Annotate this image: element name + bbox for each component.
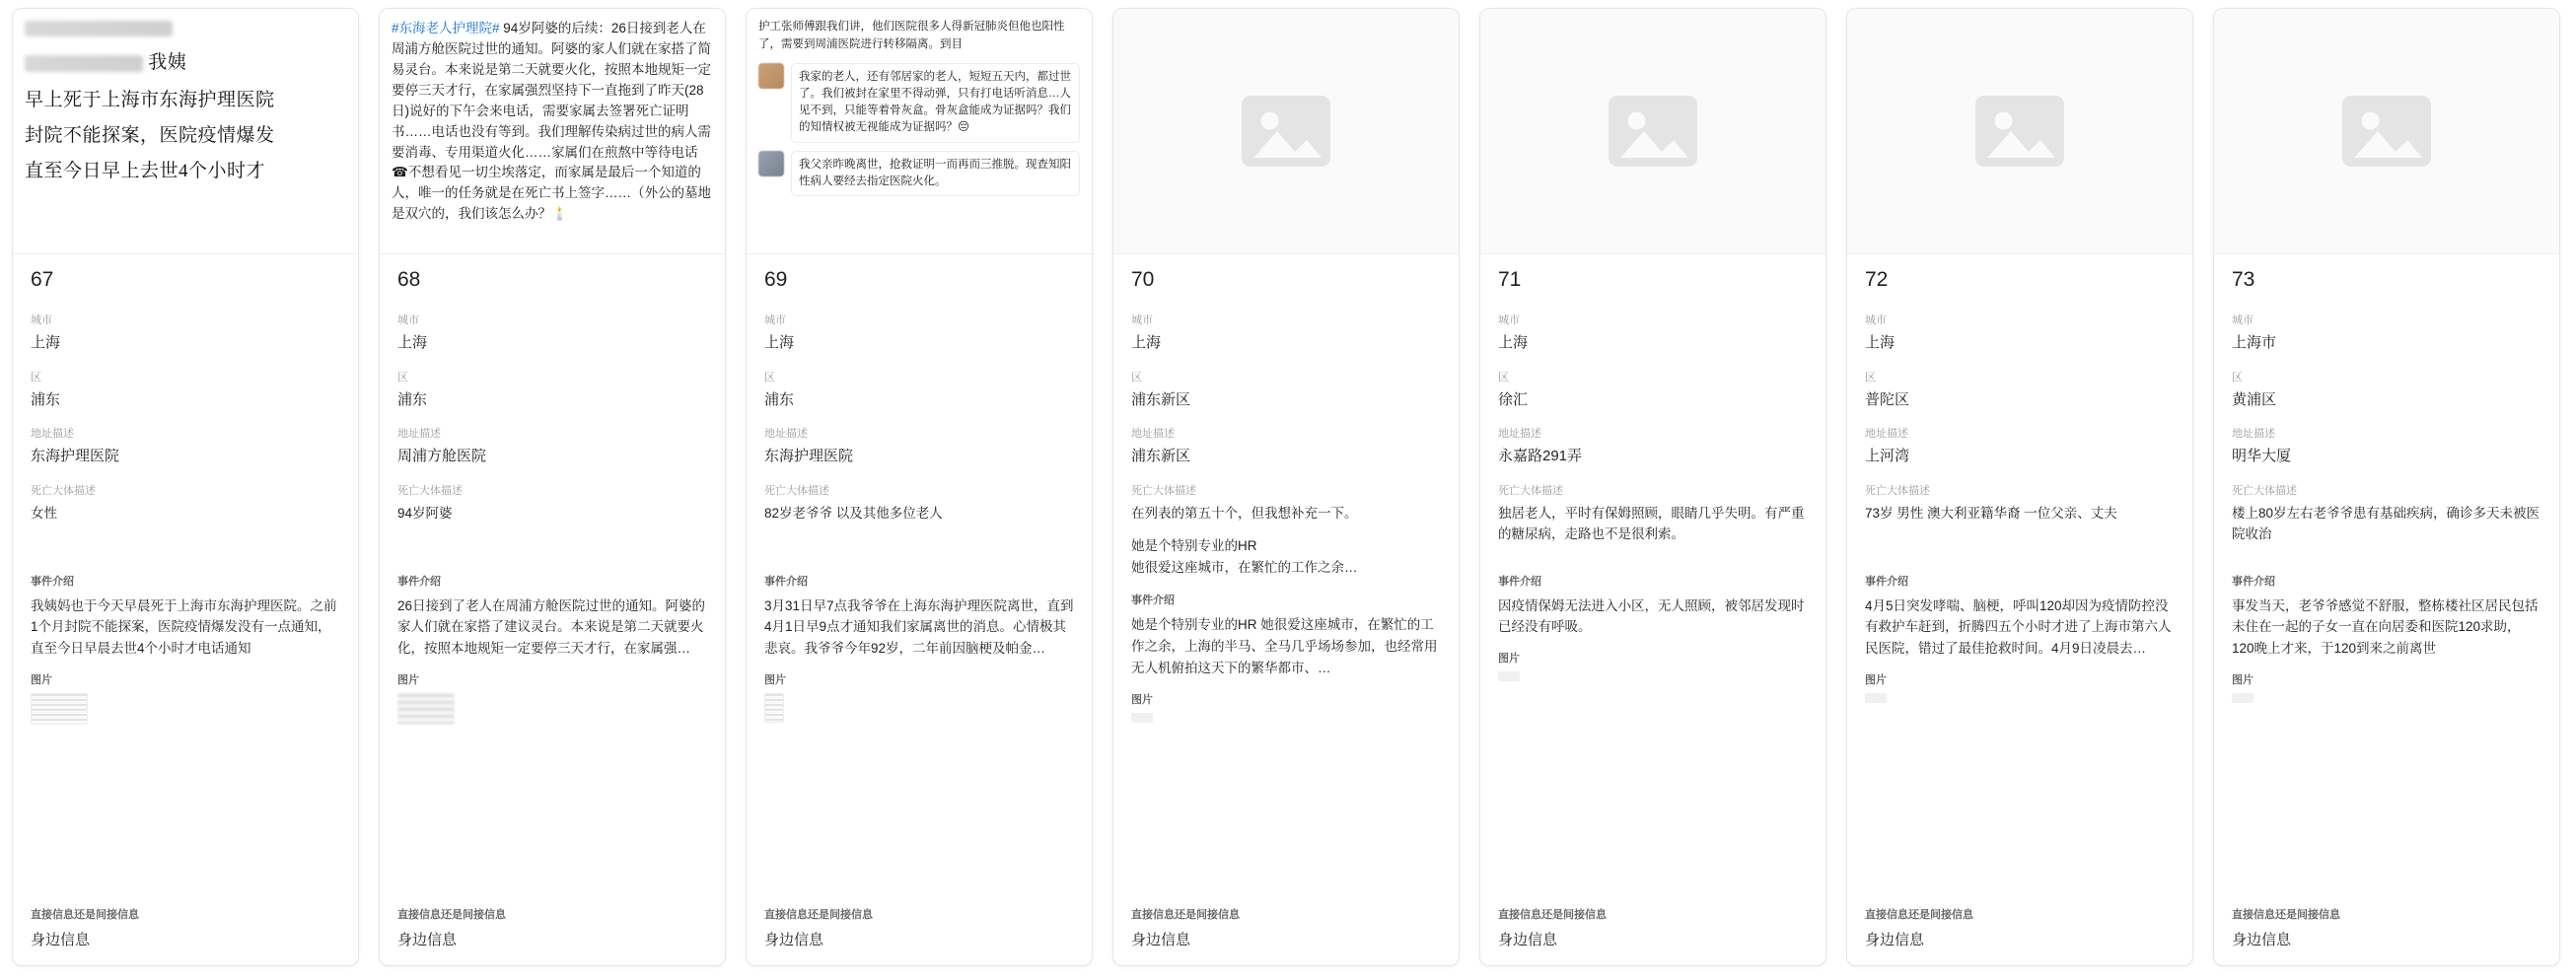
- chat-bubble-text: 我父亲昨晚离世，抢救证明一而再而三推脱。现查知阳性病人要经去指定医院火化。: [791, 151, 1080, 197]
- card-media[interactable]: [13, 9, 358, 254]
- field-value-address: 浦东新区: [1131, 448, 1191, 464]
- source-label: 直接信息还是间接信息: [1865, 909, 1973, 921]
- field-address: [1498, 425, 1808, 468]
- chat-bubble-text: 我家的老人，还有邻居家的老人，短短五天内，都过世了。我们被封在家里不得动弹，只有打电话听消息…人见不到，只能等着骨灰盒。骨灰盒能成为证据吗？我们的知情权被无视能成为证据吗？😔: [791, 63, 1080, 143]
- field-address: [31, 425, 340, 468]
- source-label: 直接信息还是间接信息: [1131, 909, 1240, 921]
- source-value: 身边信息: [1865, 932, 1925, 948]
- record-id: 69: [764, 268, 788, 291]
- intro-label: 事件介绍: [764, 575, 808, 588]
- field-district: [31, 369, 340, 412]
- field-label-body-desc: 死亡大体描述: [2232, 484, 2297, 497]
- intro-text: 因疫情保姆无法进入小区，无人照顾，被邻居发现时已经没有呼吸。: [1498, 597, 1805, 635]
- pictures-label: 图片: [1131, 693, 1153, 706]
- record-card[interactable]: [379, 8, 726, 966]
- field-label-body-desc: 死亡大体描述: [1498, 484, 1563, 497]
- chat-message: [758, 63, 1080, 143]
- field-value-body-desc-line-0: 在列表的第五十个，但我想补充一下。: [1131, 505, 1358, 521]
- screenshot-text: [747, 9, 1092, 253]
- redacted-bar: [25, 21, 173, 36]
- field-label-address: 地址描述: [397, 428, 441, 440]
- field-value-district: 普陀区: [1865, 390, 1910, 408]
- intro-label: 事件介绍: [31, 575, 74, 588]
- field-address: [2232, 425, 2541, 468]
- image-icon: [1239, 90, 1333, 173]
- field-label-address: 地址描述: [2232, 428, 2275, 440]
- card-media[interactable]: [1847, 9, 2192, 254]
- source-label: 直接信息还是间接信息: [764, 909, 873, 921]
- media-line-2: 封院不能探案，医院疫情爆发: [25, 125, 275, 147]
- record-card[interactable]: [746, 8, 1093, 966]
- field-label-district: 区: [1498, 371, 1509, 384]
- chat-intro-text: 护工张师傅跟我们讲，他们医院很多人得新冠肺炎但他也阳性了，需要到周浦医院进行转移隔离。到目: [758, 21, 1065, 50]
- source-value: 身边信息: [1498, 932, 1558, 948]
- record-id: 72: [1865, 268, 1889, 291]
- record-id: 73: [2232, 268, 2255, 291]
- attachment-thumbnail[interactable]: [764, 693, 784, 723]
- hashtag-link[interactable]: #东海老人护理院#: [392, 21, 500, 35]
- image-icon: [2339, 90, 2434, 173]
- field-city: [397, 312, 707, 355]
- field-value-body-desc: 82岁老爷爷 以及其他多位老人: [764, 505, 943, 521]
- card-footer: [1847, 896, 2192, 965]
- card-media[interactable]: [1480, 9, 1825, 254]
- field-value-city: 上海: [397, 334, 428, 351]
- field-label-city: 城市: [1498, 315, 1520, 326]
- card-body: [1113, 254, 1459, 896]
- source-label: 直接信息还是间接信息: [397, 909, 506, 921]
- record-card[interactable]: [2213, 8, 2560, 966]
- field-label-address: 地址描述: [1131, 428, 1175, 440]
- pictures-label: 图片: [1865, 674, 1887, 687]
- field-value-address: 永嘉路291弄: [1498, 448, 1583, 464]
- intro-text: 事发当天，老爷爷感觉不舒服，整栋楼社区居民包括未住在一起的子女一直在向居委和医院120求助，120晚上才来，于120到来之前离世: [2232, 597, 2539, 657]
- field-label-body-desc: 死亡大体描述: [1865, 484, 1930, 497]
- field-value-city: 上海市: [2232, 334, 2277, 351]
- field-body-desc: [31, 482, 340, 559]
- field-label-body-desc: 死亡大体描述: [1131, 484, 1196, 497]
- field-body-desc: [764, 482, 1074, 559]
- record-card[interactable]: [1479, 8, 1826, 966]
- field-address: [397, 425, 707, 468]
- record-card[interactable]: [1112, 8, 1460, 966]
- card-footer: [1113, 896, 1459, 965]
- field-city: [1865, 312, 2175, 355]
- pictures-label: 图片: [397, 674, 419, 687]
- field-value-district: 徐汇: [1498, 390, 1529, 408]
- record-card[interactable]: [1846, 8, 2193, 966]
- screenshot-text: [380, 9, 725, 253]
- card-footer: [380, 896, 725, 965]
- field-label-address: 地址描述: [1865, 428, 1908, 440]
- field-body-desc: [1498, 482, 1808, 559]
- card-body: [747, 254, 1092, 896]
- record-id: 71: [1498, 268, 1522, 291]
- intro-text: 26日接到了老人在周浦方舱医院过世的通知。阿婆的家人们就在家搭了建议灵台。本来说是第二天就要火化，按照本地规矩一定要停三天才行，在家属强…: [397, 597, 706, 657]
- card-body: [380, 254, 725, 896]
- field-label-city: 城市: [31, 315, 52, 326]
- image-icon: [1972, 90, 2067, 173]
- field-body-desc: [397, 482, 707, 559]
- field-district: [397, 369, 707, 412]
- field-value-address: 周浦方舱医院: [397, 448, 487, 464]
- field-value-address: 东海护理医院: [764, 448, 854, 464]
- record-id: 67: [31, 268, 54, 291]
- card-footer: [2214, 896, 2559, 965]
- field-label-district: 区: [764, 371, 775, 384]
- media-line-1: 早上死于上海市东海护理医院: [25, 90, 275, 111]
- source-value: 身边信息: [397, 932, 458, 948]
- intro-text: 4月5日突发哮喘、脑梗，呼叫120却因为疫情防控没有救护车赶到，折腾四五个小时才进了上海市第六人民医院，错过了最佳抢救时间。4月9日凌晨去…: [1865, 597, 2172, 657]
- field-value-district: 黄浦区: [2232, 390, 2277, 408]
- field-label-body-desc: 死亡大体描述: [397, 484, 463, 497]
- attachment-thumbnail[interactable]: [1131, 713, 1153, 723]
- intro-label: 事件介绍: [1865, 575, 1908, 588]
- field-label-body-desc: 死亡大体描述: [764, 484, 829, 497]
- field-value-address: 明华大厦: [2232, 448, 2292, 464]
- field-address: [1865, 425, 2175, 468]
- field-value-body-desc: 独居老人，平时有保姆照顾，眼睛几乎失明。有严重的糖尿病，走路也不是很利索。: [1498, 505, 1805, 542]
- field-district: [764, 369, 1074, 412]
- card-media[interactable]: [747, 9, 1092, 254]
- intro-text: 她是个特别专业的HR 她很爱这座城市，在繁忙的工作之余，上海的半马、全马几乎场场参加，也经常用无人机俯拍这天下的繁华都市、…: [1131, 617, 1438, 675]
- field-value-body-desc: 94岁阿婆: [397, 505, 453, 521]
- avatar: [758, 63, 784, 89]
- media-line-3: 直至今日早上去世4个小时才: [25, 161, 266, 182]
- field-label-district: 区: [2232, 371, 2243, 384]
- source-value: 身边信息: [31, 932, 91, 948]
- field-district: [1865, 369, 2175, 412]
- intro-label: 事件介绍: [1131, 595, 1175, 607]
- source-label: 直接信息还是间接信息: [1498, 909, 1607, 921]
- field-value-district: 浦东新区: [1131, 390, 1191, 408]
- card-body: [1480, 254, 1825, 896]
- field-value-city: 上海: [764, 334, 795, 351]
- field-label-address: 地址描述: [764, 428, 808, 440]
- image-placeholder: [1480, 9, 1825, 253]
- redacted-bar: [25, 55, 143, 72]
- card-body: [1847, 254, 2192, 896]
- record-id: 70: [1131, 268, 1155, 291]
- field-label-district: 区: [1865, 371, 1876, 384]
- field-body-desc: [1131, 482, 1441, 579]
- field-label-body-desc: 死亡大体描述: [31, 484, 96, 497]
- field-value-body-desc: 73岁 男性 澳大利亚籍华裔 一位父亲、丈夫: [1865, 505, 2117, 521]
- source-label: 直接信息还是间接信息: [31, 909, 139, 921]
- field-value-body-desc: 女性: [31, 505, 57, 521]
- attachment-thumbnail[interactable]: [397, 693, 455, 725]
- record-card[interactable]: [12, 8, 359, 966]
- field-district: [1131, 369, 1441, 412]
- spacer: [1131, 524, 1441, 535]
- card-footer: [747, 896, 1092, 965]
- field-label-district: 区: [1131, 371, 1142, 384]
- pictures-label: 图片: [31, 674, 52, 687]
- field-city: [31, 312, 340, 355]
- field-value-city: 上海: [31, 334, 61, 351]
- field-body-desc: [2232, 482, 2541, 559]
- image-placeholder: [1113, 9, 1459, 253]
- field-label-city: 城市: [2232, 315, 2254, 326]
- field-city: [2232, 312, 2541, 355]
- field-city: [764, 312, 1074, 355]
- field-label-district: 区: [397, 371, 408, 384]
- avatar: [758, 151, 784, 176]
- card-media[interactable]: [380, 9, 725, 254]
- intro-text: 我姨妈也于今天早晨死于上海市东海护理医院。之前1个月封院不能探案，医院疫情爆发没有一点通知，直至今日早晨去世4个小时才电话通知: [31, 597, 337, 657]
- field-district: [1498, 369, 1808, 412]
- field-label-address: 地址描述: [1498, 428, 1541, 440]
- field-value-body-desc-line-3: 她很爱这座城市，在繁忙的工作之余…: [1131, 559, 1358, 575]
- field-value-address: 东海护理医院: [31, 448, 120, 464]
- field-city: [1498, 312, 1808, 355]
- field-label-city: 城市: [764, 315, 786, 326]
- field-address: [1131, 425, 1441, 468]
- field-label-city: 城市: [1131, 315, 1153, 326]
- image-placeholder: [2214, 9, 2559, 253]
- field-value-address: 上河湾: [1865, 448, 1910, 464]
- field-value-city: 上海: [1131, 334, 1162, 351]
- field-value-city: 上海: [1865, 334, 1896, 351]
- field-body-desc: [1865, 482, 2175, 559]
- field-value-district: 浦东: [764, 390, 795, 408]
- card-body: [13, 254, 358, 896]
- attachment-thumbnail[interactable]: [1865, 693, 1887, 703]
- field-value-body-desc: 楼上80岁左右老爷爷患有基础疾病，确诊多天未被医院收治: [2232, 505, 2540, 542]
- field-label-city: 城市: [1865, 315, 1887, 326]
- media-line-0: 我姨: [148, 51, 187, 73]
- article-text: 94岁阿婆的后续：26日接到老人在周浦方舱医院过世的通知。阿婆的家人们就在家搭了简易灵台。本来说是第二天就要火化，按照本地规矩一定要停三天才行，在家属强烈坚持下一直拖到了昨天(28日)说好的下午会来电话，需要家属去签署死亡证明书……电话也没有等到。我们理解传染病过世的病人需要消毒、专用渠道火化……家属们在煎熬中等待电话☎不想看见一切尘埃落定，而家属是最后一个知道的人，唯一的任务就是在死亡书上签字……（外公的墓地是双穴的，我们该怎么办？🕯️: [392, 21, 711, 222]
- record-id: 68: [397, 268, 421, 291]
- intro-text: 3月31日早7点我爷爷在上海东海护理医院离世，直到4月1日早9点才通知我们家属离世的消息。心情极其悲哀。我爷爷今年92岁，二年前因脑梗及帕金…: [764, 597, 1074, 657]
- source-value: 身边信息: [1131, 932, 1191, 948]
- card-footer: [1480, 896, 1825, 965]
- field-label-district: 区: [31, 371, 41, 384]
- field-city: [1131, 312, 1441, 355]
- card-footer: [13, 896, 358, 965]
- intro-label: 事件介绍: [397, 575, 441, 588]
- field-label-address: 地址描述: [31, 428, 74, 440]
- field-label-city: 城市: [397, 315, 419, 326]
- field-value-district: 浦东: [397, 390, 428, 408]
- field-address: [764, 425, 1074, 468]
- screenshot-text: [13, 9, 358, 253]
- attachment-thumbnail[interactable]: [31, 693, 88, 725]
- intro-label: 事件介绍: [2232, 575, 2275, 588]
- pictures-label: 图片: [764, 674, 786, 687]
- card-media[interactable]: [1113, 9, 1459, 254]
- source-value: 身边信息: [764, 932, 824, 948]
- image-icon: [1606, 90, 1700, 173]
- field-district: [2232, 369, 2541, 412]
- pictures-label: 图片: [2232, 674, 2254, 687]
- field-value-district: 浦东: [31, 390, 61, 408]
- card-media[interactable]: [2214, 9, 2559, 254]
- field-value-city: 上海: [1498, 334, 1529, 351]
- source-label: 直接信息还是间接信息: [2232, 909, 2340, 921]
- chat-message: [758, 151, 1080, 197]
- pictures-label: 图片: [1498, 653, 1520, 665]
- intro-label: 事件介绍: [1498, 575, 1541, 588]
- card-body: [2214, 254, 2559, 896]
- attachment-thumbnail[interactable]: [2232, 693, 2254, 703]
- source-value: 身边信息: [2232, 932, 2292, 948]
- image-placeholder: [1847, 9, 2192, 253]
- attachment-thumbnail[interactable]: [1498, 671, 1520, 681]
- field-value-body-desc-line-2: 她是个特别专业的HR: [1131, 538, 1257, 554]
